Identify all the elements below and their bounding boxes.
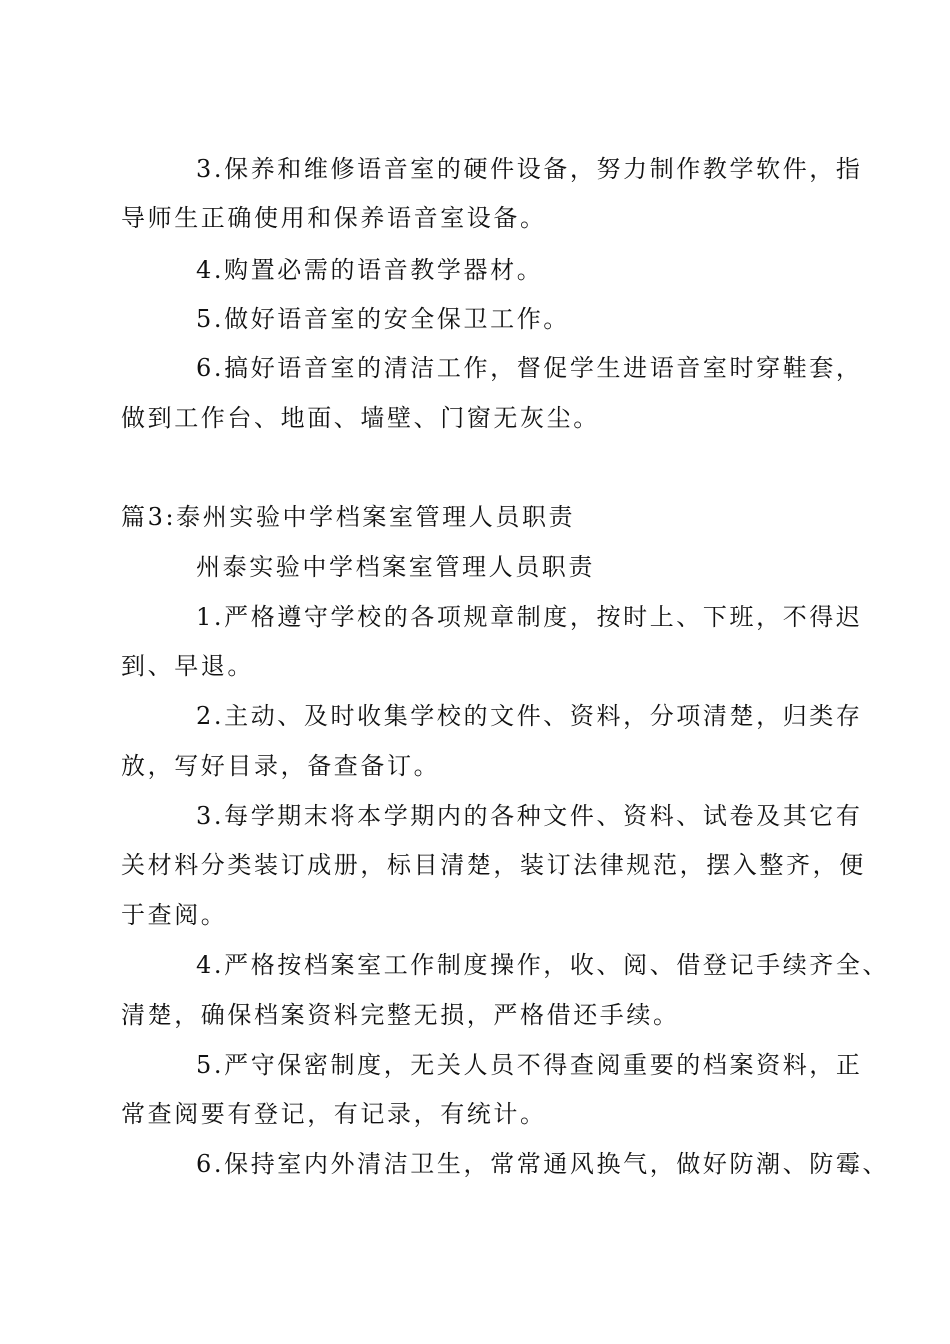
section-heading: 篇3:泰州实验中学档案室管理人员职责 bbox=[121, 503, 576, 531]
paragraph-6-line-2: 做到工作台、地面、墙壁、门窗无灰尘。 bbox=[121, 404, 600, 432]
item-1-line-1: 1.严格遵守学校的各项规章制度，按时上、下班，不得迟 bbox=[196, 603, 863, 631]
item-1-line-2: 到、早退。 bbox=[121, 652, 254, 680]
paragraph-3-line-2: 导师生正确使用和保养语音室设备。 bbox=[121, 204, 547, 232]
paragraph-5-line-1: 5.做好语音室的安全保卫工作。 bbox=[196, 305, 570, 333]
item-3-line-1: 3.每学期末将本学期内的各种文件、资料、试卷及其它有 bbox=[196, 802, 863, 830]
paragraph-3-line-1: 3.保养和维修语音室的硬件设备，努力制作教学软件，指 bbox=[196, 155, 863, 183]
paragraph-6-line-1: 6.搞好语音室的清洁工作，督促学生进语音室时穿鞋套， bbox=[196, 354, 863, 382]
item-4-line-1: 4.严格按档案室工作制度操作，收、阅、借登记手续齐全、 bbox=[196, 951, 890, 979]
paragraph-4-line-1: 4.购置必需的语音教学器材。 bbox=[196, 256, 544, 284]
item-5-line-2: 常查阅要有登记，有记录，有统计。 bbox=[121, 1100, 547, 1128]
item-2-line-1: 2.主动、及时收集学校的文件、资料，分项清楚，归类存 bbox=[196, 702, 863, 730]
item-6-line-1: 6.保持室内外清洁卫生，常常通风换气，做好防潮、防霉、 bbox=[196, 1150, 890, 1178]
item-3-line-3: 于查阅。 bbox=[121, 901, 228, 929]
item-2-line-2: 放，写好目录，备查备订。 bbox=[121, 752, 441, 780]
item-4-line-2: 清楚，确保档案资料完整无损，严格借还手续。 bbox=[121, 1001, 680, 1029]
item-3-line-2: 关材料分类装订成册，标目清楚，装订法律规范，摆入整齐，便 bbox=[121, 851, 866, 879]
section-subtitle: 州泰实验中学档案室管理人员职责 bbox=[196, 553, 595, 581]
item-5-line-1: 5.严守保密制度，无关人员不得查阅重要的档案资料，正 bbox=[196, 1051, 863, 1079]
